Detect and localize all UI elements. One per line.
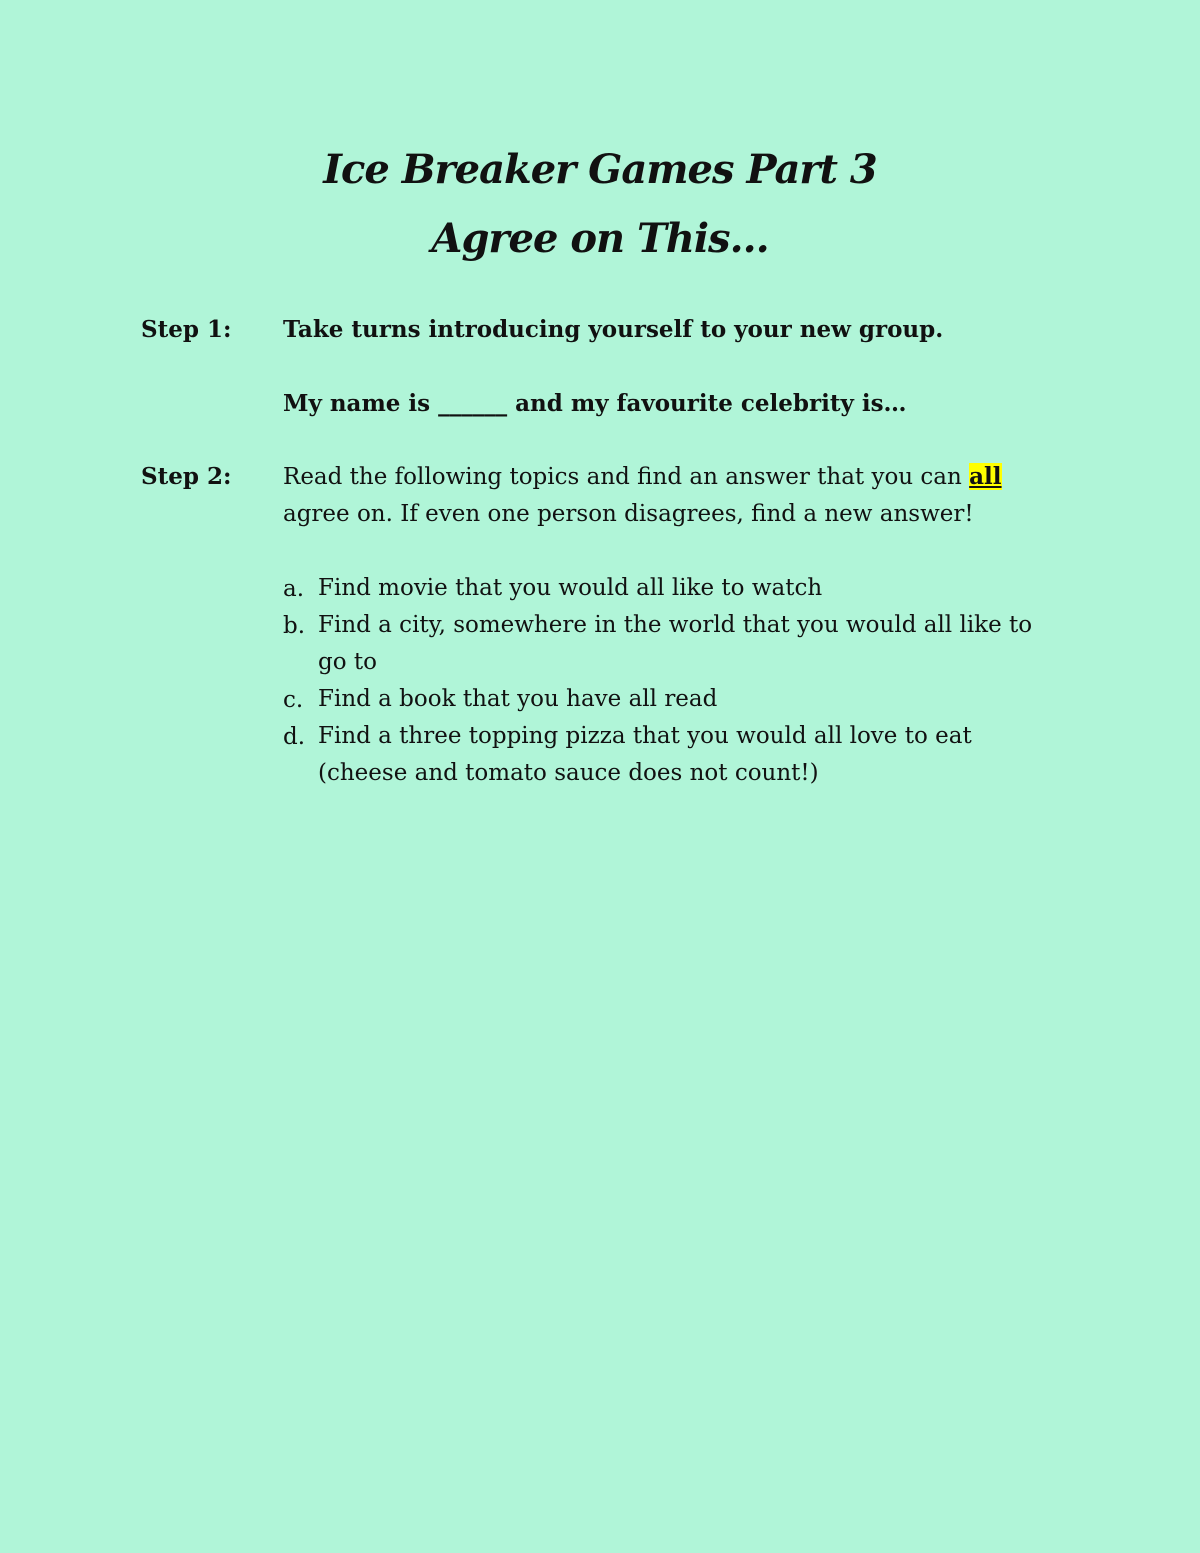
step-1-instruction: Take turns introducing yourself to your new group. bbox=[283, 316, 944, 343]
highlighted-word-all: all bbox=[969, 463, 1002, 490]
topic-b-letter: b. bbox=[283, 613, 306, 639]
page-subtitle: Agree on This… bbox=[431, 215, 769, 262]
step-1-label: Step 1: bbox=[141, 316, 232, 343]
step-2-instruction-line-1 bbox=[283, 463, 1002, 490]
topic-b-text: Find a city, somewhere in the world that you would all like to go to bbox=[318, 612, 1033, 675]
topic-a-letter: a. bbox=[283, 576, 305, 602]
topic-d-letter: d. bbox=[283, 724, 306, 750]
topic-d-text: Find a three topping pizza that you would all love to eat (cheese and tomato sauce does not count!) bbox=[318, 723, 972, 786]
step-2-instruction-text: Read the following topics and find an answer that you can bbox=[283, 464, 970, 490]
step-2-instruction-line-2: agree on. If even one person disagrees, find a new answer! bbox=[283, 501, 974, 527]
page-title: Ice Breaker Games Part 3 bbox=[323, 146, 877, 193]
topic-a-text: Find movie that you would all like to watch bbox=[318, 575, 823, 601]
topic-c-text: Find a book that you have all read bbox=[318, 686, 718, 712]
step-1-prompt: My name is ______ and my favourite celebrity is… bbox=[283, 390, 907, 417]
step-2-label: Step 2: bbox=[141, 463, 232, 490]
topic-c-letter: c. bbox=[283, 687, 304, 713]
